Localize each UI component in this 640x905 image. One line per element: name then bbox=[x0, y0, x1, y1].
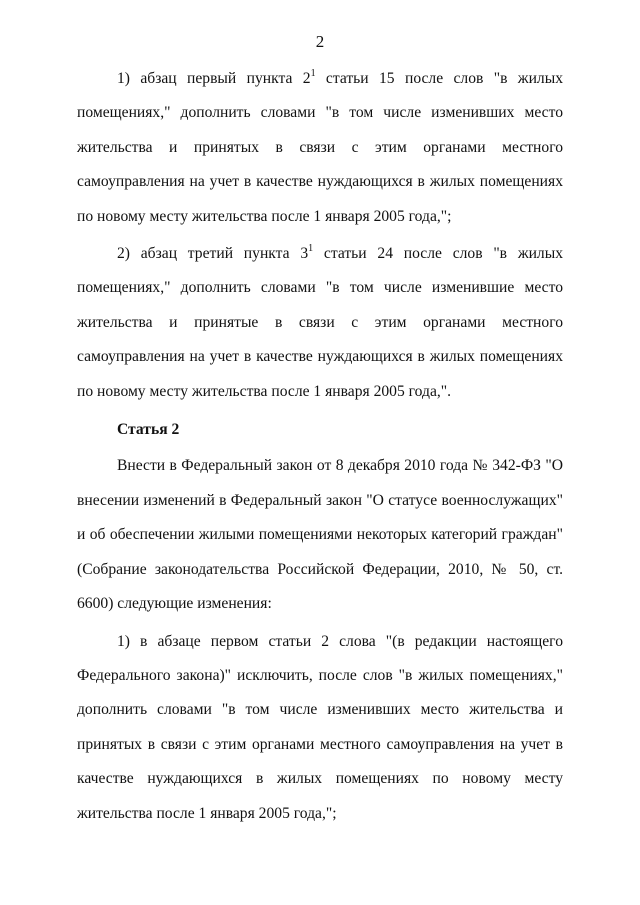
superscript-marker: 1 bbox=[308, 242, 314, 254]
page-number: 2 bbox=[315, 32, 325, 51]
paragraph-item-3: 1) в абзаце первом статьи 2 слова "(в редакции настоящего Федерального закона)" исключить, после слов "в жилых помещениях," дополнить словами "в том числе изменивших место жительства и принятых в связи с этим органами местного самоуправления на учет в качестве нуждающихся в жилых помещениях по новому месту жительства после 1 января 2005 года,"; bbox=[77, 632, 563, 822]
paragraph-item-2-rest: статьи 24 после слов "в жилых помещениях," дополнить словами "в том числе изменившие место жительства и принятые в связи с этим органами местного самоуправления на учет в качестве нуждающихся в жилых помещениях по новому месту жительства после 1 января 2005 года,". bbox=[77, 245, 563, 400]
paragraph-item-2-start: 2) абзац третий пункта 3 bbox=[117, 245, 309, 263]
paragraph-item-1-start: 1) абзац первый пункта 2 bbox=[117, 70, 311, 87]
superscript-marker: 1 bbox=[310, 67, 316, 79]
article-heading: Статья 2 bbox=[117, 421, 180, 439]
paragraph-item-1-rest: статьи 15 после слов "в жилых помещениях," дополнить словами "в том числе изменивших место жительства и принятых в связи с этим органами местного самоуправления на учет в качестве нуждающихся в жилых помещениях по новому месту жительства после 1 января 2005 года,"; bbox=[77, 70, 563, 225]
paragraph-item-2 bbox=[77, 237, 563, 409]
paragraph-amendment-intro: Внести в Федеральный закон от 8 декабря 2010 года № 342-ФЗ "О внесении изменений в Федеральный закон "О статусе военнослужащих" и об обеспечении жилыми помещениями некоторых категорий граждан" (Собрание законодательства Российской Федерации, 2010, № 50, ст. 6600) следующие изменения: bbox=[77, 457, 563, 613]
document-body bbox=[77, 62, 563, 831]
paragraph-item-1 bbox=[77, 62, 563, 234]
